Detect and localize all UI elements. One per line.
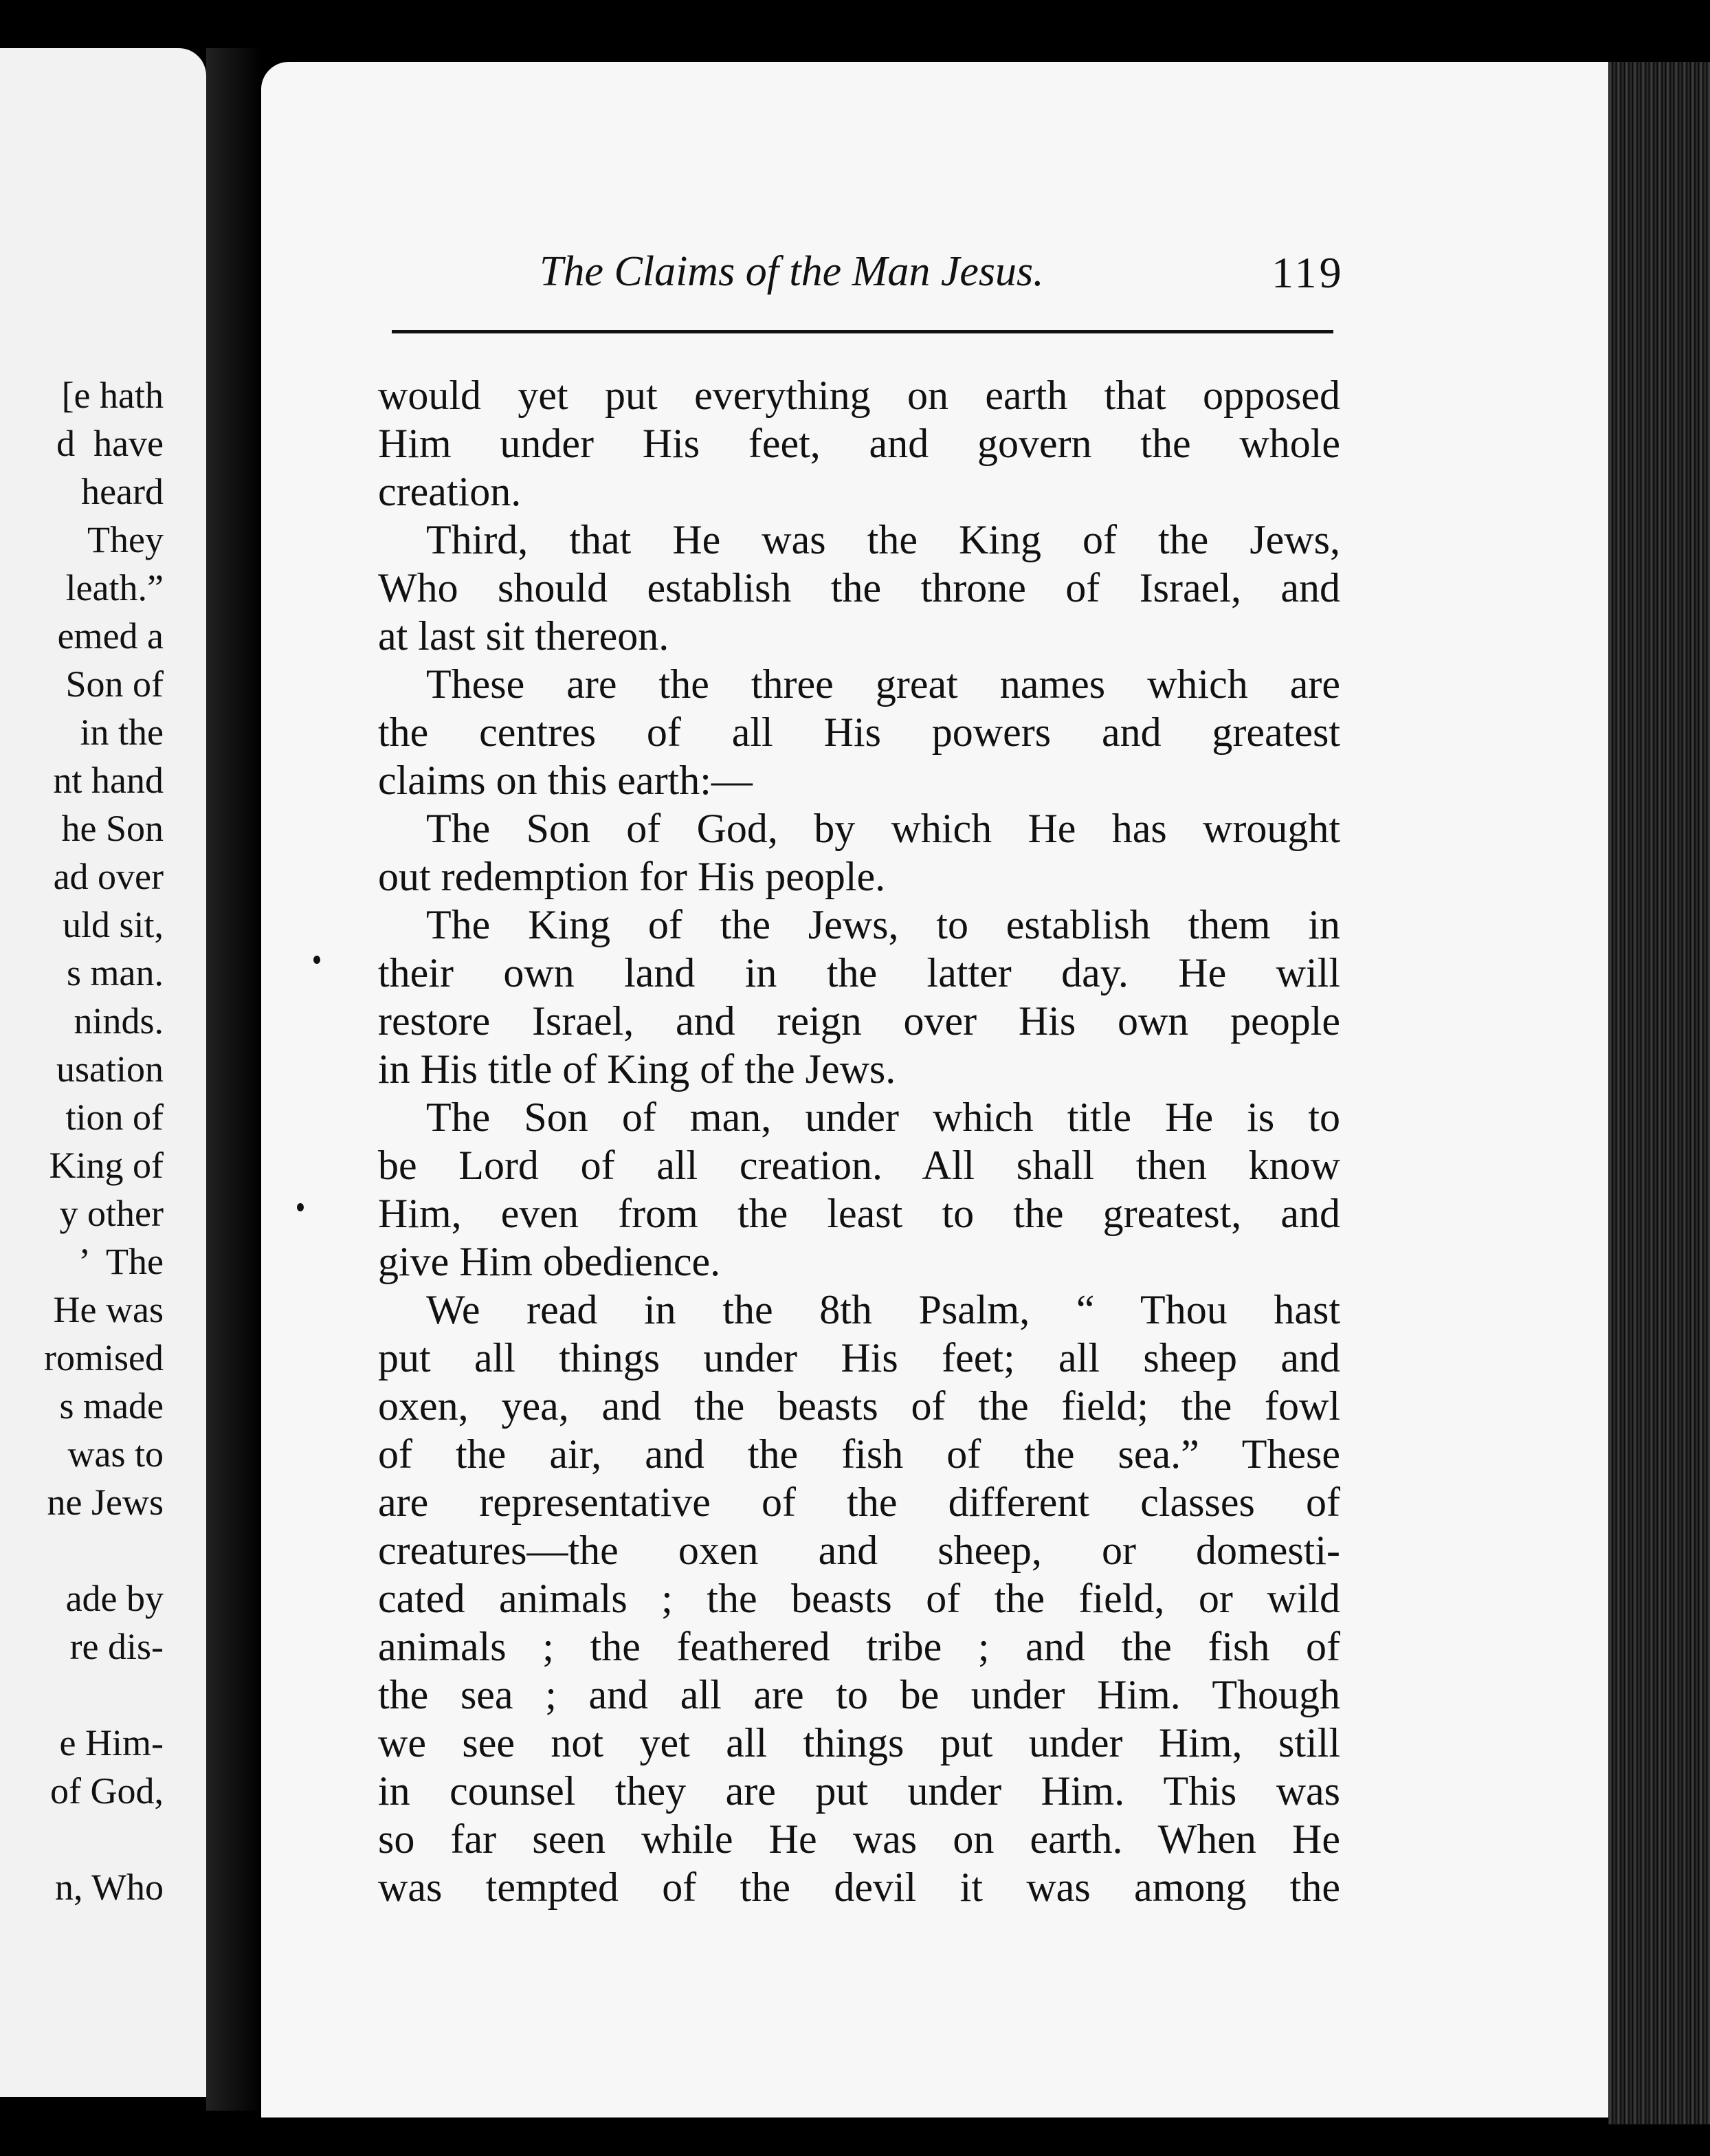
left-page-line: He was (53, 1289, 164, 1330)
text-line: cated animals ; the beasts of the field, or wild (378, 1576, 1340, 1621)
left-page-line: King of (49, 1145, 164, 1186)
text-line: was tempted of the devil it was among the (378, 1864, 1340, 1910)
text-line: creatures—the oxen and sheep, or domesti- (378, 1528, 1340, 1573)
left-page-line: of God, (50, 1770, 164, 1812)
text-line: we see not yet all things put under Him, still (378, 1720, 1340, 1766)
text-line: in His title of King of the Jews. (378, 1046, 896, 1092)
left-page-line: ad over (53, 856, 164, 897)
left-page-line: romised (44, 1337, 164, 1378)
text-line: of the air, and the fish of the sea.” These (378, 1431, 1340, 1477)
page-header (261, 248, 1608, 316)
left-page-line: s made (59, 1385, 164, 1427)
left-page-line: nt hand (53, 760, 164, 801)
text-line: restore Israel, and reign over His own people (378, 998, 1340, 1044)
left-page-line: d have (56, 423, 164, 464)
text-line: the centres of all His powers and greatest (378, 710, 1340, 755)
book-gutter (206, 48, 261, 2111)
text-line: oxen, yea, and the beasts of the field; the fowl (378, 1383, 1340, 1429)
text-line: their own land in the latter day. He will (378, 950, 1340, 996)
left-page-line: leath.” (65, 567, 164, 608)
body-text (378, 371, 1340, 1911)
text-line: so far seen while He was on earth. When He (378, 1816, 1340, 1862)
text-line: put all things under His feet; all sheep and (378, 1335, 1340, 1380)
left-page-text (44, 371, 164, 1911)
left-page-line: s man. (67, 952, 164, 993)
left-page-line: tion of (65, 1097, 164, 1138)
text-line: claims on this earth:— (378, 758, 753, 803)
left-page-line: emed a (57, 615, 164, 657)
left-page-line: re dis- (69, 1626, 164, 1667)
left-page-line: heard (81, 471, 164, 512)
text-line: We read in the 8th Psalm, “ Thou hast (426, 1287, 1340, 1332)
running-title: The Claims of the Man Jesus. (540, 248, 1044, 295)
text-line: would yet put everything on earth that opposed (378, 373, 1340, 418)
ink-speck (313, 956, 320, 964)
left-page-line: in the (80, 712, 164, 753)
text-line: the sea ; and all are to be under Him. Though (378, 1672, 1340, 1717)
left-page-line: ninds. (74, 1000, 164, 1042)
left-page-line: was to (67, 1433, 164, 1475)
left-page-line: e Him- (59, 1722, 164, 1763)
text-line: The Son of man, under which title He is to (426, 1094, 1340, 1140)
left-page-line (44, 1815, 164, 1863)
ink-speck (297, 1203, 304, 1211)
left-page-line: y other (59, 1193, 164, 1234)
text-line: out redemption for His people. (378, 854, 886, 899)
text-line: in counsel they are put under Him. This was (378, 1768, 1340, 1814)
header-rule (392, 330, 1333, 333)
text-line: at last sit thereon. (378, 613, 669, 659)
left-page-line: n, Who (55, 1867, 164, 1908)
text-line: Him, even from the least to the greatest, and (378, 1191, 1340, 1236)
text-line: The King of the Jews, to establish them in (426, 902, 1340, 947)
left-page-line: ade by (65, 1578, 164, 1619)
left-page-line: uld sit, (62, 904, 164, 945)
text-line: These are the three great names which are (426, 661, 1340, 707)
left-page-line: usation (56, 1048, 164, 1090)
text-line: creation. (378, 469, 522, 514)
left-page-line (44, 1526, 164, 1574)
text-line: are representative of the different classes of (378, 1480, 1340, 1525)
left-page-line: he Son (61, 808, 164, 849)
right-page (261, 62, 1608, 2118)
left-page-line: Son of (65, 663, 164, 705)
left-page-line (44, 1671, 164, 1719)
left-page-line: ’ The (78, 1241, 164, 1282)
page-number: 119 (1272, 248, 1344, 297)
text-line: Third, that He was the King of the Jews, (426, 517, 1340, 562)
left-page-line: ne Jews (47, 1482, 164, 1523)
left-page-line: They (87, 519, 164, 560)
text-line: give Him obedience. (378, 1239, 721, 1284)
text-line: be Lord of all creation. All shall then know (378, 1143, 1340, 1188)
text-line: Him under His feet, and govern the whole (378, 421, 1340, 466)
text-line: animals ; the feathered tribe ; and the fish of (378, 1624, 1340, 1669)
text-line: The Son of God, by which He has wrought (426, 806, 1340, 851)
text-line: Who should establish the throne of Israel, and (378, 565, 1340, 610)
page-edges (1608, 62, 1710, 2124)
left-page-line: [e hath (61, 375, 164, 416)
left-page-fragment (0, 48, 206, 2097)
